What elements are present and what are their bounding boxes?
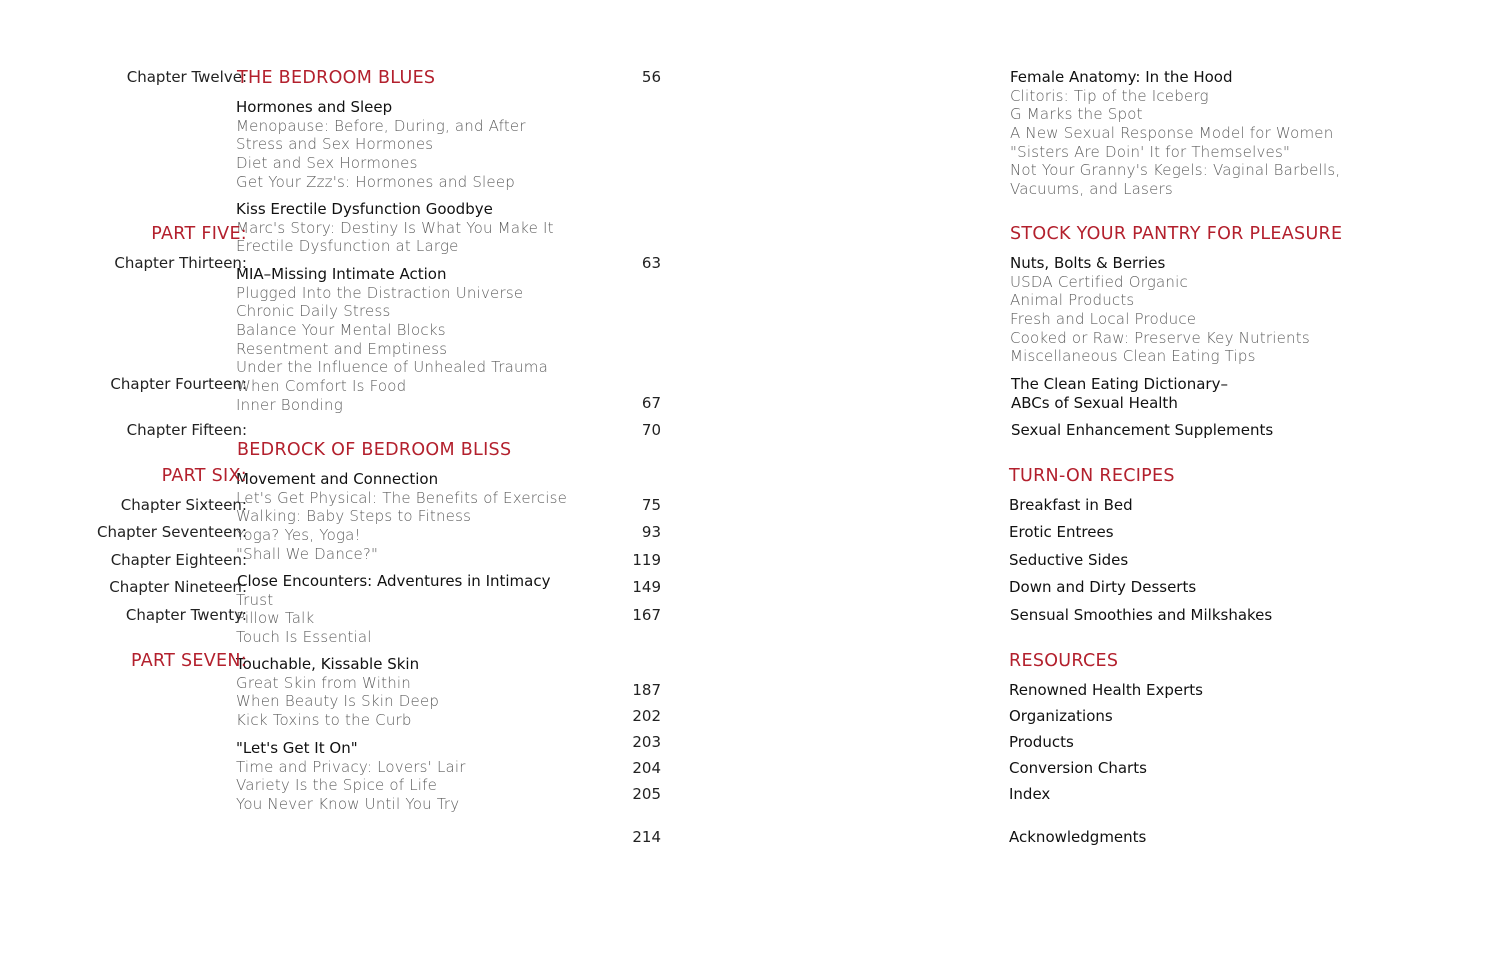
chapter-title: Breakfast in Bed (1009, 496, 1133, 514)
subsection: A New Sexual Response Model for Women (1010, 123, 1334, 142)
chapter-title: Down and Dirty Desserts (1009, 578, 1197, 596)
part-title: TURN-ON RECIPES (1009, 466, 1175, 486)
subsection: Not Your Granny's Kegels: Vaginal Barbells, (1010, 161, 1341, 180)
chapter-title: Close Encounters: Adventures in Intimacy (237, 572, 551, 590)
page-number: 149 (632, 578, 661, 596)
page-number: 187 (632, 681, 661, 699)
subsection: Clitoris: Tip of the Iceberg (1010, 86, 1209, 105)
subsection: Resentment and Emptiness (236, 339, 448, 358)
chapter-title: Touchable, Kissable Skin (236, 655, 420, 673)
part-label: PART SEVEN: (130, 651, 247, 671)
resource-title: Conversion Charts (1009, 759, 1147, 777)
chapter-title: Movement and Connection (236, 470, 439, 488)
chapter-title: Nuts, Bolts & Berries (1010, 254, 1166, 272)
subsection: Let's Get Physical: The Benefits of Exercise (236, 488, 568, 507)
subsection: Stress and Sex Hormones (236, 135, 434, 154)
chapter-title: "Let's Get It On" (236, 739, 358, 757)
page-number: 119 (632, 551, 661, 569)
subsection: USDA Certified Organic (1010, 272, 1188, 291)
chapter-label: Chapter Twenty: (125, 606, 247, 624)
page-number: 214 (632, 828, 661, 846)
subsection-list (236, 489, 567, 564)
subsection: Touch Is Essential (236, 627, 372, 646)
part-title: STOCK YOUR PANTRY FOR PLEASURE (1010, 224, 1343, 244)
page-number: 63 (641, 254, 661, 272)
subsection: Variety Is the Spice of Life (236, 776, 438, 795)
subsection: When Beauty Is Skin Deep (236, 692, 440, 711)
page-number: 70 (641, 421, 661, 439)
chapter-title-line1: The Clean Eating Dictionary– (1011, 375, 1228, 393)
subsection: When Comfort Is Food (236, 376, 407, 395)
subsection-list (236, 591, 372, 647)
chapter-title: Hormones and Sleep (236, 98, 393, 116)
page-number: 205 (632, 785, 661, 803)
subsection: Cooked or Raw: Preserve Key Nutrients (1010, 328, 1310, 347)
chapter-title: Erotic Entrees (1009, 523, 1114, 541)
resource-title: Products (1009, 733, 1074, 751)
chapter-title: Seductive Sides (1009, 551, 1129, 569)
chapter-label: Chapter Fourteen: (110, 375, 247, 393)
resource-title: Organizations (1009, 707, 1113, 725)
subsection: "Sisters Are Doin' It for Themselves" (1010, 142, 1291, 161)
subsection: Trust (236, 590, 274, 609)
subsection: Marc's Story: Destiny Is What You Make It (236, 218, 554, 237)
subsection: Inner Bonding (236, 395, 343, 414)
subsection: Miscellaneous Clean Eating Tips (1010, 347, 1256, 366)
chapter-title: Female Anatomy: In the Hood (1010, 68, 1233, 86)
chapter-title: Sexual Enhancement Supplements (1011, 421, 1274, 439)
subsection: Get Your Zzz's: Hormones and Sleep (236, 172, 515, 191)
page-number: 67 (641, 393, 661, 412)
page-number: 93 (641, 523, 661, 541)
subsection: Under the Influence of Unhealed Trauma (236, 358, 548, 377)
part-title: RESOURCES (1009, 651, 1119, 671)
subsection-list (236, 674, 439, 730)
chapter-label: Chapter Eighteen: (110, 551, 247, 569)
chapter-label: Chapter Sixteen: (120, 496, 247, 514)
subsection: Balance Your Mental Blocks (236, 320, 446, 339)
page-number: 202 (632, 707, 661, 725)
subsection: Menopause: Before, During, and After (236, 116, 526, 135)
subsection: Kick Toxins to the Curb (236, 710, 412, 729)
subsection: G Marks the Spot (1010, 105, 1143, 124)
page-number: 204 (632, 759, 661, 777)
resource-title: Renowned Health Experts (1009, 681, 1203, 699)
page-number: 203 (632, 733, 661, 751)
chapter-title: Sensual Smoothies and Milkshakes (1010, 606, 1273, 624)
subsection-list (236, 219, 554, 256)
subsection: Fresh and Local Produce (1010, 309, 1197, 328)
subsection: Walking: Baby Steps to Fitness (236, 507, 472, 526)
subsection: "Shall We Dance?" (236, 544, 379, 563)
chapter-title: Kiss Erectile Dysfunction Goodbye (236, 200, 493, 218)
chapter-label: Chapter Thirteen: (114, 254, 247, 272)
subsection: You Never Know Until You Try (236, 794, 460, 813)
subsection-list (236, 758, 466, 814)
resource-title: Index (1009, 785, 1051, 803)
subsection-list (1010, 273, 1310, 366)
part-label: PART SIX: (161, 466, 247, 486)
page-number: 75 (641, 496, 661, 514)
subsection: Pillow Talk (236, 609, 315, 628)
chapter-label: Chapter Twelve: (126, 68, 247, 86)
subsection: Erectile Dysfunction at Large (236, 237, 459, 256)
subsection-list (236, 117, 526, 192)
subsection: Yoga? Yes, Yoga! (236, 525, 361, 544)
subsection: Great Skin from Within (236, 673, 411, 692)
subsection-list (236, 284, 548, 415)
chapter-title-line2: ABCs of Sexual Health (1011, 393, 1178, 412)
chapter-label: Chapter Seventeen: (97, 523, 247, 541)
subsection: Animal Products (1010, 291, 1135, 310)
page-number: 167 (632, 606, 661, 624)
page-number: 56 (641, 68, 661, 86)
acknowledgments-title: Acknowledgments (1009, 828, 1147, 846)
part-label: PART FIVE: (151, 224, 247, 244)
subsection: Diet and Sex Hormones (236, 153, 418, 172)
subsection: Plugged Into the Distraction Universe (236, 283, 524, 302)
part-title: BEDROCK OF BEDROOM BLISS (237, 440, 512, 460)
part-title: THE BEDROOM BLUES (237, 68, 436, 88)
chapter-label: Chapter Nineteen: (109, 578, 247, 596)
subsection: Time and Privacy: Lovers' Lair (236, 757, 466, 776)
chapter-label: Chapter Fifteen: (126, 421, 247, 439)
subsection-list (1010, 87, 1340, 199)
chapter-title: MIA–Missing Intimate Action (236, 265, 447, 283)
subsection: Chronic Daily Stress (236, 302, 391, 321)
subsection: Vacuums, and Lasers (1010, 179, 1173, 198)
